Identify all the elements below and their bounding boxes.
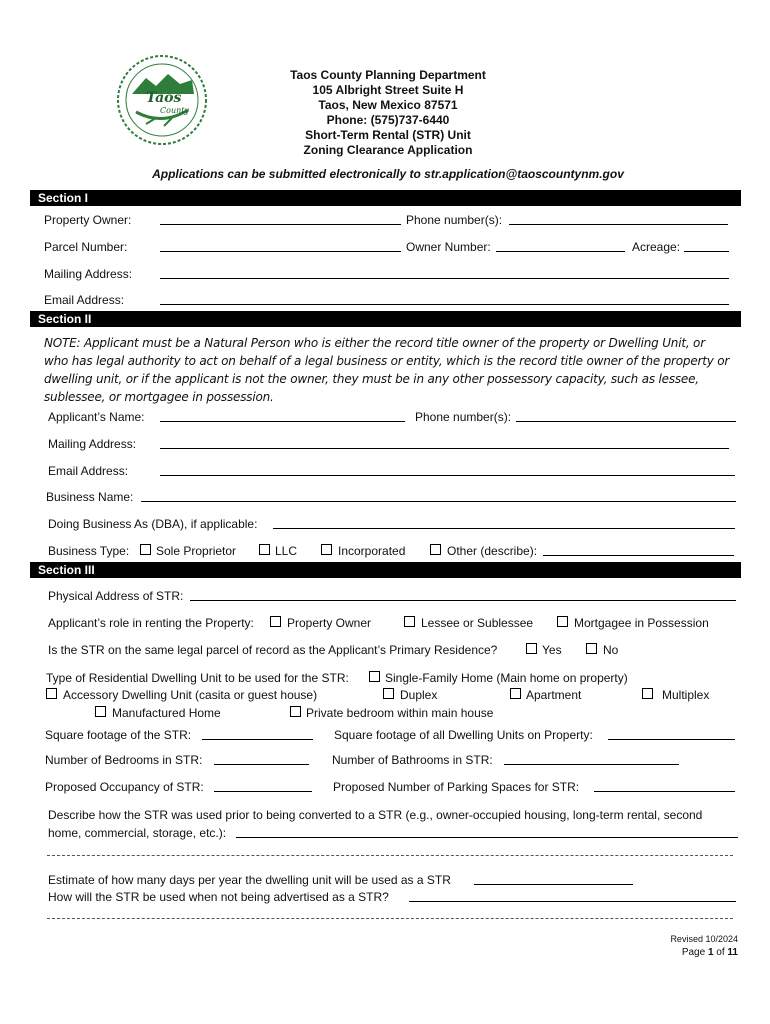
physical-address-field[interactable]: [190, 600, 736, 601]
role-owner-label: Property Owner: [287, 616, 372, 630]
department-header: [230, 68, 546, 158]
parcel-number-field[interactable]: [160, 251, 401, 252]
applicant-mailing-label: Mailing Address:: [48, 437, 137, 451]
sqft-str-field[interactable]: [202, 739, 313, 740]
single-family-checkbox[interactable]: [369, 671, 380, 682]
revision-date: Revised 10/2024: [670, 934, 738, 944]
acreage-label: Acreage:: [632, 240, 681, 254]
bedrooms-field[interactable]: [214, 764, 309, 765]
llc-label: LLC: [275, 544, 298, 558]
manufactured-home-label: Manufactured Home: [112, 706, 221, 720]
incorporated-checkbox[interactable]: [321, 544, 332, 555]
describe-prior-use-field-line-2[interactable]: [47, 855, 733, 856]
section-3-header: Section III: [30, 562, 741, 578]
sqft-all-label: Square footage of all Dwelling Units on Property:: [334, 728, 593, 742]
role-mortgagee-checkbox[interactable]: [557, 616, 568, 627]
private-bedroom-checkbox[interactable]: [290, 706, 301, 717]
multiplex-checkbox[interactable]: [642, 688, 653, 699]
acreage-field[interactable]: [684, 251, 729, 252]
describe-prior-use-label: Describe how the STR was used prior to being converted to a STR (e.g., owner-occupied housing, long-term rental, second: [48, 808, 703, 822]
role-owner-checkbox[interactable]: [270, 616, 281, 627]
not-advertised-label: How will the STR be used when not being advertised as a STR?: [48, 890, 389, 904]
applicant-name-field[interactable]: [160, 421, 405, 422]
apartment-label: Apartment: [526, 688, 582, 702]
other-label: Other (describe):: [447, 544, 538, 558]
not-advertised-field-line-2[interactable]: [47, 918, 733, 919]
logo-subtext: County: [160, 106, 189, 115]
applicant-name-label: Applicant’s Name:: [48, 410, 145, 424]
header-line: Taos, New Mexico 87571: [318, 98, 458, 112]
sole-proprietor-label: Sole Proprietor: [156, 544, 237, 558]
parking-label: Proposed Number of Parking Spaces for STR:: [333, 780, 580, 794]
bedrooms-label: Number of Bedrooms in STR:: [45, 753, 203, 767]
business-type-label: Business Type:: [48, 544, 130, 558]
manufactured-home-checkbox[interactable]: [95, 706, 106, 717]
same-parcel-no-label: No: [603, 643, 619, 657]
parcel-number-label: Parcel Number:: [44, 240, 128, 254]
logo-text: Taos: [146, 90, 182, 106]
occupancy-field[interactable]: [214, 791, 312, 792]
page-prefix: Page: [681, 947, 708, 958]
private-bedroom-label: Private bedroom within main house: [306, 706, 494, 720]
sqft-all-field[interactable]: [608, 739, 735, 740]
duplex-label: Duplex: [400, 688, 438, 702]
header-line: Zoning Clearance Application: [303, 143, 473, 157]
physical-address-label: Physical Address of STR:: [48, 589, 184, 603]
header-line: 105 Albright Street Suite H: [312, 83, 464, 97]
sqft-str-label: Square footage of the STR:: [45, 728, 192, 742]
business-name-field[interactable]: [141, 501, 736, 502]
adu-checkbox[interactable]: [46, 688, 57, 699]
duplex-checkbox[interactable]: [383, 688, 394, 699]
page-total: 11: [727, 947, 738, 958]
page-number: [682, 946, 738, 960]
role-label: Applicant’s role in renting the Property:: [48, 616, 254, 630]
other-checkbox[interactable]: [430, 544, 441, 555]
single-family-label: Single-Family Home (Main home on property): [385, 671, 628, 685]
adu-label: Accessory Dwelling Unit (casita or guest house): [63, 688, 318, 702]
incorporated-label: Incorporated: [338, 544, 406, 558]
same-parcel-no-checkbox[interactable]: [586, 643, 597, 654]
owner-number-field[interactable]: [496, 251, 625, 252]
page-current: 1: [707, 947, 714, 958]
same-parcel-yes-label: Yes: [542, 643, 562, 657]
days-estimate-label: Estimate of how many days per year the dwelling unit will be used as a STR: [48, 873, 451, 887]
bathrooms-label: Number of Bathrooms in STR:: [332, 753, 493, 767]
describe-prior-use-field[interactable]: [236, 837, 738, 838]
days-estimate-field[interactable]: [474, 884, 633, 885]
apartment-checkbox[interactable]: [510, 688, 521, 699]
role-mortgagee-label: Mortgagee in Possession: [574, 616, 709, 630]
section-1-header: Section I: [30, 190, 741, 206]
submission-note: Applications can be submitted electronically to str.application@taoscountynm.gov: [152, 167, 624, 181]
header-line: Phone: (575)737-6440: [326, 113, 450, 127]
dba-label: Doing Business As (DBA), if applicable:: [48, 517, 258, 531]
bathrooms-field[interactable]: [504, 764, 679, 765]
parking-field[interactable]: [594, 791, 735, 792]
sole-proprietor-checkbox[interactable]: [140, 544, 151, 555]
applicant-email-field[interactable]: [160, 475, 735, 476]
phone-field[interactable]: [509, 224, 728, 225]
owner-number-label: Owner Number:: [406, 240, 491, 254]
describe-prior-use-label-cont: home, commercial, storage, etc.):: [48, 826, 227, 840]
email-address-label: Email Address:: [44, 293, 125, 307]
applicant-email-label: Email Address:: [48, 464, 129, 478]
role-lessee-checkbox[interactable]: [404, 616, 415, 627]
dba-field[interactable]: [273, 528, 735, 529]
multiplex-label: Multiplex: [662, 688, 710, 702]
applicant-phone-label: Phone number(s):: [415, 410, 512, 424]
role-lessee-label: Lessee or Sublessee: [421, 616, 534, 630]
county-seal-logo: [116, 54, 208, 146]
applicant-note: NOTE: Applicant must be a Natural Person who is either the record title owner of the property or Dwelling Unit, or who has legal authority to act on behalf of a legal business or entity, which is the record title owner of the property or dwelling unit, or if the applicant is not the owner, they must be in any other possessory capacity, such as lessee, sublessee, or mortgagee in possession.: [44, 336, 730, 404]
page-mid: of: [713, 947, 728, 958]
dwelling-type-label: Type of Residential Dwelling Unit to be used for the STR:: [46, 671, 349, 685]
same-parcel-yes-checkbox[interactable]: [526, 643, 537, 654]
header-line: Short-Term Rental (STR) Unit: [305, 128, 471, 142]
llc-checkbox[interactable]: [259, 544, 270, 555]
business-name-label: Business Name:: [46, 490, 134, 504]
other-describe-field[interactable]: [543, 555, 734, 556]
applicant-phone-field[interactable]: [516, 421, 736, 422]
same-parcel-label: Is the STR on the same legal parcel of record as the Applicant’s Primary Residence?: [48, 643, 498, 657]
occupancy-label: Proposed Occupancy of STR:: [45, 780, 204, 794]
applicant-mailing-field[interactable]: [160, 448, 729, 449]
mailing-address-label: Mailing Address:: [44, 267, 133, 281]
header-line: Taos County Planning Department: [290, 68, 486, 82]
property-owner-field[interactable]: [160, 224, 401, 225]
email-address-field[interactable]: [160, 304, 729, 305]
mailing-address-field[interactable]: [160, 278, 729, 279]
not-advertised-field[interactable]: [409, 901, 736, 902]
phone-label: Phone number(s):: [406, 213, 503, 227]
property-owner-label: Property Owner:: [44, 213, 132, 227]
section-2-header: Section II: [30, 311, 741, 327]
